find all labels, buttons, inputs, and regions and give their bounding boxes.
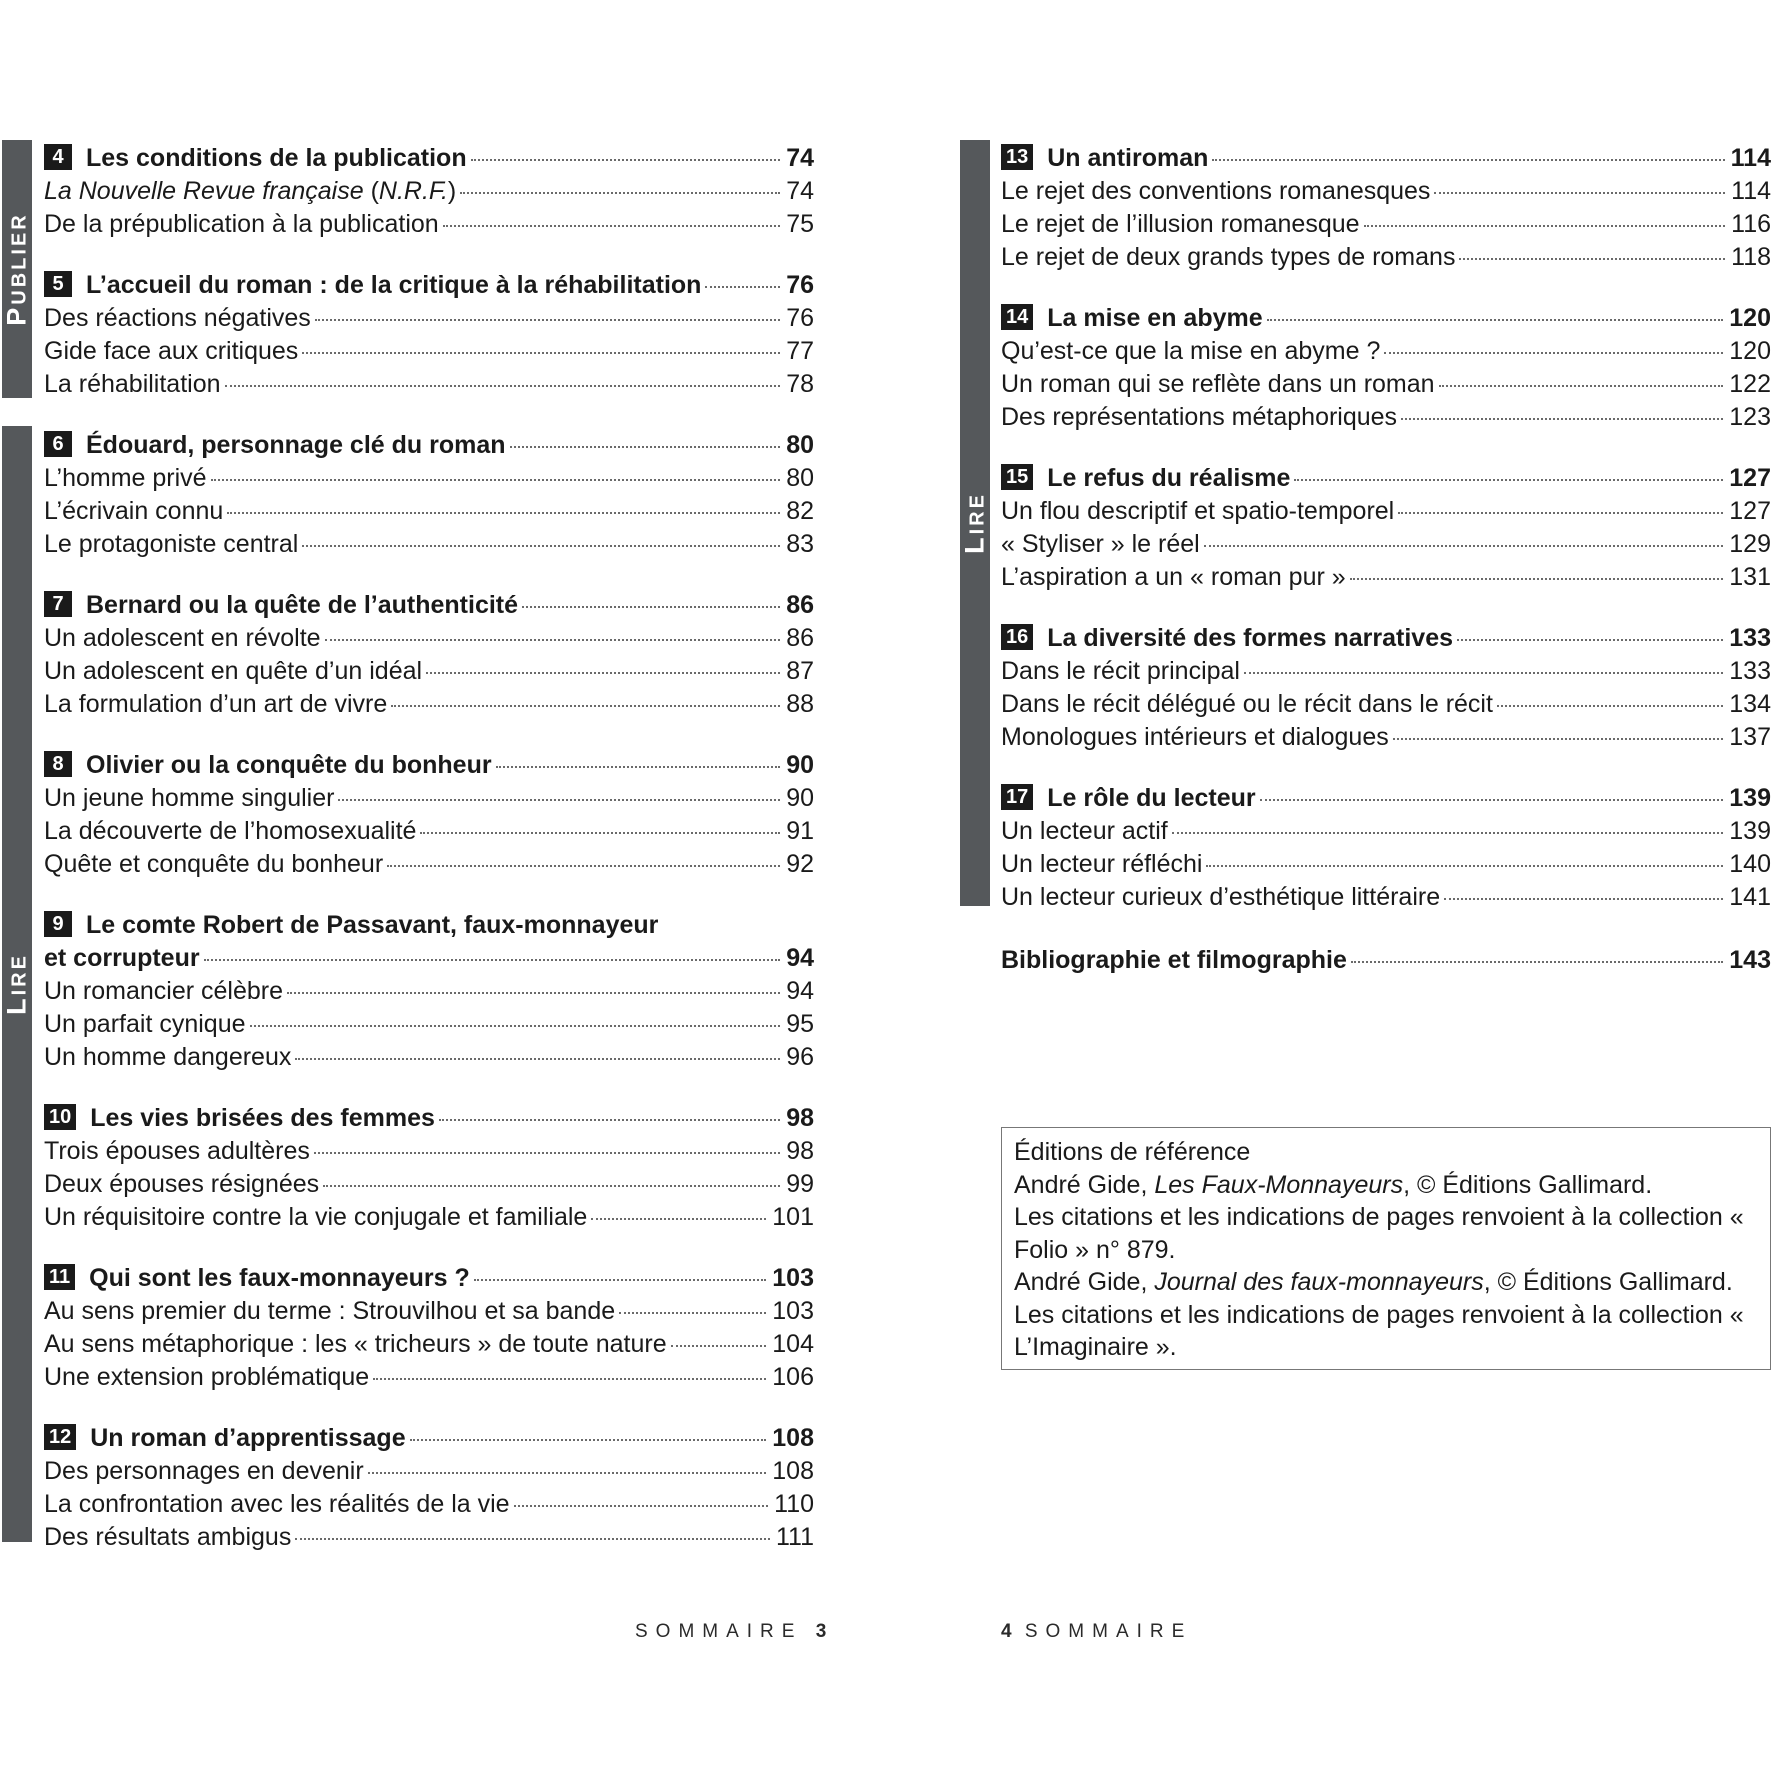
page-number-left: 3 <box>815 1621 827 1642</box>
toc-entry[interactable]: Un romancier célèbre 94 <box>44 977 814 1005</box>
chapter-8 <box>44 749 814 881</box>
chapter-number: 5 <box>44 271 72 297</box>
toc-entry[interactable]: Le protagoniste central 83 <box>44 530 814 558</box>
section-label-publier: PUBLIER <box>1 212 32 326</box>
reference-edition-1: André Gide, Les Faux-Monnayeurs, © Éditions Gallimard. <box>1014 1170 1653 1199</box>
toc-entry[interactable]: Des représentations métaphoriques 123 <box>1001 403 1771 431</box>
chapter-number: 11 <box>44 1264 75 1290</box>
toc-entry[interactable]: Un parfait cynique 95 <box>44 1010 814 1038</box>
chapter-number: 17 <box>1001 784 1033 810</box>
toc-entry[interactable]: Un adolescent en quête d’un idéal 87 <box>44 657 814 685</box>
toc-entry[interactable]: Des résultats ambigus 111 <box>44 1523 814 1551</box>
chapter-number: 14 <box>1001 304 1033 330</box>
chapter-heading[interactable]: 10 Les vies brisées des femmes 98 <box>44 1102 814 1135</box>
chapter-heading[interactable]: 9 Le comte Robert de Passavant, faux-monnayeur <box>44 909 814 942</box>
chapter-7 <box>44 589 814 721</box>
toc-entry[interactable]: Un roman qui se reflète dans un roman 122 <box>1001 370 1771 398</box>
toc-entry[interactable]: Deux épouses résignées 99 <box>44 1170 814 1198</box>
toc-entry[interactable]: L’homme privé 80 <box>44 464 814 492</box>
toc-entry[interactable]: La confrontation avec les réalités de la vie 110 <box>44 1490 814 1518</box>
chapter-heading[interactable]: 11 Qui sont les faux-monnayeurs ? 103 <box>44 1262 814 1295</box>
toc-entry[interactable]: Des réactions négatives 76 <box>44 304 814 332</box>
chapter-12 <box>44 1422 814 1554</box>
chapter-number: 6 <box>44 431 72 457</box>
toc-left-page <box>44 142 814 1582</box>
reference-note-1: Les citations et les indications de pages renvoient à la collection « Folio » n° 879. <box>1014 1203 1744 1264</box>
toc-entry[interactable]: La formulation d’un art de vivre 88 <box>44 690 814 718</box>
chapter-number: 4 <box>44 144 72 170</box>
section-bar-publier <box>2 140 32 398</box>
toc-entry[interactable]: Quête et conquête du bonheur 92 <box>44 850 814 878</box>
toc-entry[interactable]: La Nouvelle Revue française (N.R.F.) 74 <box>44 177 814 205</box>
toc-entry[interactable]: Un adolescent en révolte 86 <box>44 624 814 652</box>
chapter-number: 7 <box>44 591 72 617</box>
chapter-17 <box>1001 782 1771 914</box>
chapter-heading[interactable]: 7 Bernard ou la quête de l’authenticité 86 <box>44 589 814 622</box>
toc-entry[interactable]: Qu’est-ce que la mise en abyme ? 120 <box>1001 337 1771 365</box>
toc-entry[interactable]: Un lecteur curieux d’esthétique littéraire 141 <box>1001 883 1771 911</box>
chapter-number: 15 <box>1001 464 1033 490</box>
chapter-heading[interactable]: 8 Olivier ou la conquête du bonheur 90 <box>44 749 814 782</box>
toc-entry[interactable]: Un jeune homme singulier 90 <box>44 784 814 812</box>
toc-entry[interactable]: La réhabilitation 78 <box>44 370 814 398</box>
chapter-heading[interactable]: 13 Un antiroman 114 <box>1001 142 1771 175</box>
section-label-lire-right: LIRE <box>959 492 990 554</box>
chapter-number: 8 <box>44 751 72 777</box>
toc-entry[interactable]: Au sens premier du terme : Strouvilhou et sa bande 103 <box>44 1297 814 1325</box>
chapter-13 <box>1001 142 1771 274</box>
toc-entry[interactable]: Gide face aux critiques 77 <box>44 337 814 365</box>
chapter-16 <box>1001 622 1771 754</box>
footer-right: 4 SOMMAIRE <box>1001 1621 1193 1642</box>
toc-right-page <box>1001 142 1771 977</box>
reference-edition-2: André Gide, Journal des faux-monnayeurs, © Éditions Gallimard. <box>1014 1268 1733 1296</box>
toc-entry[interactable]: Dans le récit principal 133 <box>1001 657 1771 685</box>
chapter-heading[interactable]: 14 La mise en abyme 120 <box>1001 302 1771 335</box>
toc-entry[interactable]: De la prépublication à la publication 75 <box>44 210 814 238</box>
toc-entry[interactable]: Un réquisitoire contre la vie conjugale et familiale 101 <box>44 1203 814 1231</box>
toc-entry[interactable]: Un lecteur actif 139 <box>1001 817 1771 845</box>
toc-entry[interactable]: Un flou descriptif et spatio-temporel 127 <box>1001 497 1771 525</box>
chapter-heading[interactable]: 4 Les conditions de la publication 74 <box>44 142 814 175</box>
chapter-11 <box>44 1262 814 1394</box>
chapter-number: 16 <box>1001 624 1033 650</box>
chapter-number: 13 <box>1001 144 1033 170</box>
toc-entry[interactable]: L’écrivain connu 82 <box>44 497 814 525</box>
reference-heading: Éditions de référence <box>1014 1138 1251 1166</box>
toc-entry[interactable]: Le rejet de deux grands types de romans 118 <box>1001 243 1771 271</box>
bibliography-entry[interactable]: Bibliographie et filmographie 143 <box>1001 946 1771 974</box>
chapter-5 <box>44 269 814 401</box>
toc-entry[interactable]: Le rejet des conventions romanesques 114 <box>1001 177 1771 205</box>
chapter-number: 10 <box>44 1104 76 1130</box>
chapter-heading[interactable]: 17 Le rôle du lecteur 139 <box>1001 782 1771 815</box>
chapter-heading[interactable]: 6 Édouard, personnage clé du roman 80 <box>44 429 814 462</box>
page-number-right: 4 <box>1001 1621 1012 1642</box>
chapter-10 <box>44 1102 814 1234</box>
chapter-heading-continued[interactable]: et corrupteur 94 <box>44 944 814 972</box>
toc-entry[interactable]: « Styliser » le réel 129 <box>1001 530 1771 558</box>
section-label-lire-left: LIRE <box>1 953 32 1015</box>
chapter-heading[interactable]: 12 Un roman d’apprentissage 108 <box>44 1422 814 1455</box>
footer-left: SOMMAIRE 3 <box>635 1621 827 1642</box>
chapter-4 <box>44 142 814 241</box>
toc-entry[interactable]: Une extension problématique 106 <box>44 1363 814 1391</box>
toc-entry[interactable]: Au sens métaphorique : les « tricheurs » de toute nature 104 <box>44 1330 814 1358</box>
chapter-15 <box>1001 462 1771 594</box>
toc-entry[interactable]: Un lecteur réfléchi 140 <box>1001 850 1771 878</box>
chapter-heading[interactable]: 16 La diversité des formes narratives 133 <box>1001 622 1771 655</box>
toc-entry[interactable]: Le rejet de l’illusion romanesque 116 <box>1001 210 1771 238</box>
chapter-heading[interactable]: 5 L’accueil du roman : de la critique à la réhabilitation 76 <box>44 269 814 302</box>
section-bar-lire-right <box>960 140 990 906</box>
chapter-6 <box>44 429 814 561</box>
reference-editions-box <box>1001 1127 1771 1370</box>
toc-entry[interactable]: La découverte de l’homosexualité 91 <box>44 817 814 845</box>
toc-entry[interactable]: Trois épouses adultères 98 <box>44 1137 814 1165</box>
reference-note-2: Les citations et les indications de pages renvoient à la collection « L’Imaginaire ». <box>1014 1300 1744 1361</box>
section-bar-lire-left <box>2 426 32 1542</box>
toc-entry[interactable]: Dans le récit délégué ou le récit dans le récit 134 <box>1001 690 1771 718</box>
toc-entry[interactable]: Un homme dangereux 96 <box>44 1043 814 1071</box>
toc-entry[interactable]: Des personnages en devenir 108 <box>44 1457 814 1485</box>
chapter-9 <box>44 909 814 1074</box>
page-number: 74 <box>786 144 814 172</box>
chapter-14 <box>1001 302 1771 434</box>
chapter-number: 12 <box>44 1424 76 1450</box>
toc-entry[interactable]: Monologues intérieurs et dialogues 137 <box>1001 723 1771 751</box>
toc-entry[interactable]: L’aspiration a un « roman pur » 131 <box>1001 563 1771 591</box>
chapter-number: 9 <box>44 911 72 937</box>
chapter-heading[interactable]: 15 Le refus du réalisme 127 <box>1001 462 1771 495</box>
